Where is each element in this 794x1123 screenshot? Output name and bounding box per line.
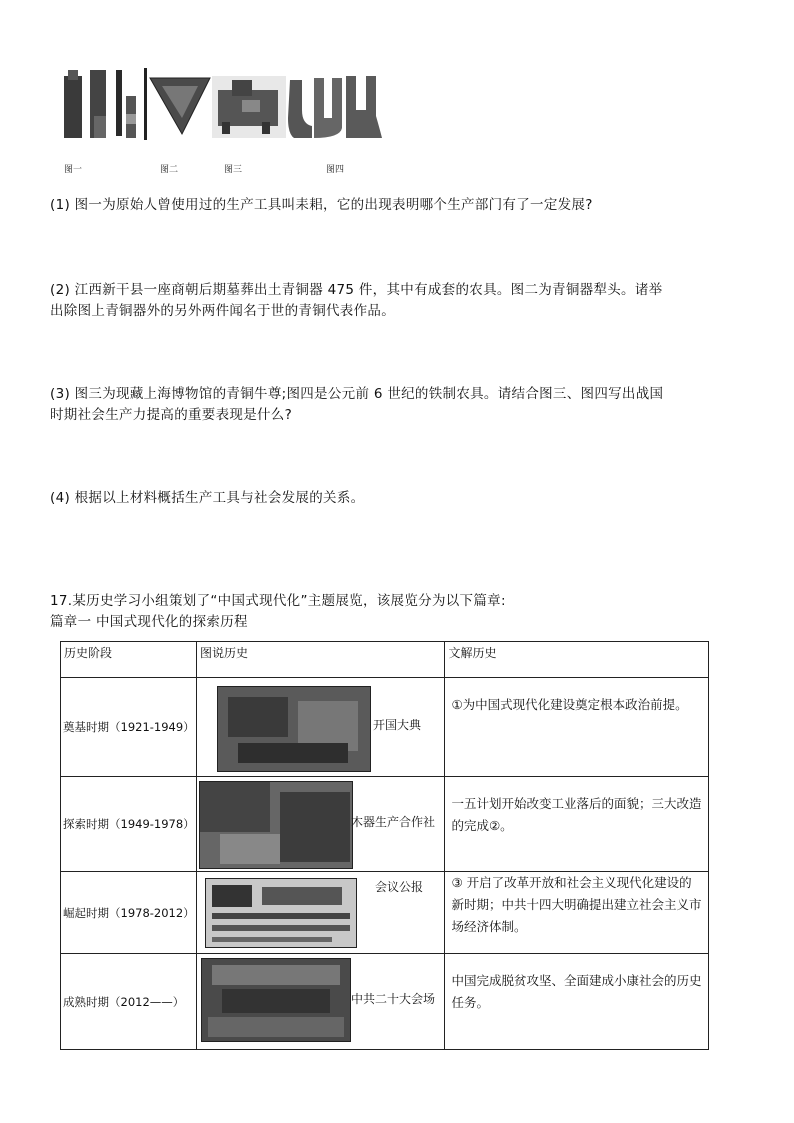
text-cell: 一五计划开始改变工业落后的面貌；三大改造的完成②。 bbox=[445, 777, 709, 872]
table-row bbox=[61, 678, 709, 777]
image-caption: 会议公报 bbox=[374, 880, 423, 894]
congress-hall-photo bbox=[201, 958, 351, 1042]
stage-cell: 成熟时期（2012——） bbox=[61, 954, 197, 1050]
image-cell bbox=[196, 872, 444, 954]
image-cell bbox=[196, 678, 444, 777]
question-17-intro: 17.某历史学习小组策划了“中国式现代化”主题展览，该展览分为以下篇章: bbox=[50, 593, 506, 609]
table-header-row bbox=[61, 642, 709, 678]
text-cell: 中国完成脱贫攻坚、全面建成小康社会的历史任务。 bbox=[445, 954, 709, 1050]
question-3-line-1: (3) 图三为现藏上海博物馆的青铜牛尊;图四是公元前 6 世纪的铁制农具。请结合图三、图四写出战国 bbox=[50, 386, 664, 402]
chapter-title: 篇章一 中国式现代化的探索历程 bbox=[50, 614, 248, 630]
text-cell: ③ 开启了改革开放和社会主义现代化建设的新时期；中共十四大明确提出建立社会主义市场经济体制。 bbox=[445, 872, 709, 954]
header-stage: 历史阶段 bbox=[61, 642, 197, 678]
figure-3-caption: 图三 bbox=[224, 165, 243, 175]
figure-4-caption: 图四 bbox=[326, 165, 345, 175]
text-cell: ①为中国式现代化建设奠定根本政治前提。 bbox=[445, 678, 709, 777]
question-2-line-1: (2) 江西新干县一座商朝后期墓葬出土青铜器 475 件，其中有成套的农具。图二为青铜器犁头。诸举 bbox=[50, 282, 663, 298]
stage-cell: 奠基时期（1921-1949） bbox=[61, 678, 197, 777]
question-1: (1) 图一为原始人曾使用过的生产工具叫耒耜，它的出现表明哪个生产部门有了一定发展? bbox=[50, 197, 593, 213]
header-image: 图说历史 bbox=[196, 642, 444, 678]
figure-1-caption: 图一 bbox=[64, 165, 83, 175]
question-3-line-2: 时期社会生产力提高的重要表现是什么? bbox=[50, 407, 293, 423]
figure-2-caption: 图二 bbox=[160, 165, 179, 175]
question-2-line-2: 出除图上青铜器外的另外两件闻名于世的青铜代表作品。 bbox=[50, 303, 395, 319]
image-caption: 中共二十大会场 bbox=[350, 992, 435, 1006]
image-caption: 开国大典 bbox=[372, 718, 421, 732]
table-row bbox=[61, 954, 709, 1050]
header-text: 文解历史 bbox=[445, 642, 709, 678]
founding-ceremony-photo bbox=[217, 686, 371, 772]
table-row bbox=[61, 777, 709, 872]
figure-4-iron-tools-image bbox=[288, 76, 382, 138]
table-row bbox=[61, 872, 709, 954]
artifact-photos bbox=[62, 66, 392, 140]
question-4: (4) 根据以上材料概括生产工具与社会发展的关系。 bbox=[50, 490, 365, 506]
image-cell bbox=[196, 954, 444, 1050]
cooperative-photo bbox=[199, 781, 353, 869]
stage-cell: 崛起时期（1978-2012） bbox=[61, 872, 197, 954]
communique-photo bbox=[205, 878, 357, 948]
stage-cell: 探索时期（1949-1978） bbox=[61, 777, 197, 872]
figure-1-plough-image bbox=[64, 70, 136, 138]
image-caption: 木器生产合作社 bbox=[350, 815, 435, 829]
image-cell bbox=[196, 777, 444, 872]
exhibition-table bbox=[60, 641, 709, 1050]
figure-3-bronze-ox-image bbox=[212, 76, 286, 138]
figure-strip bbox=[62, 66, 392, 140]
